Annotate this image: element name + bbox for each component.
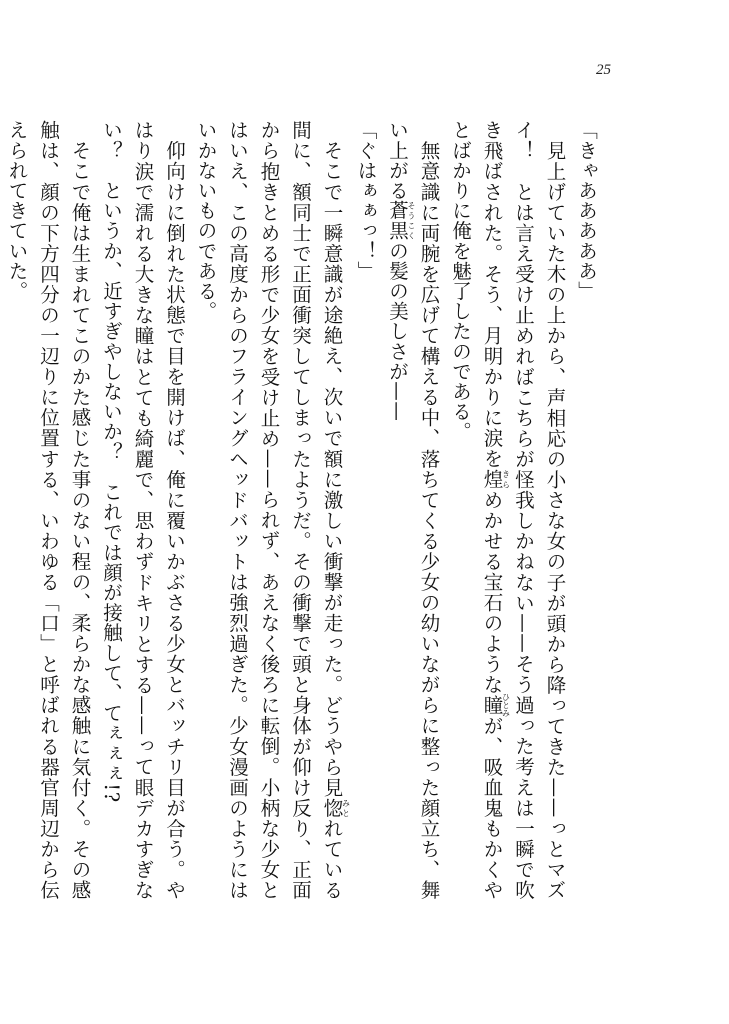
body-text [5,120,602,900]
ruby-reading: みと [341,797,351,818]
ruby-word [480,693,511,718]
ruby-word [386,200,416,241]
ruby-reading: ひとみ [501,693,511,718]
page-number: 25 [596,62,611,78]
ruby-base: 惚 [320,797,344,819]
text-run: れている間に、額同士で正面衝突してしまったようだ。その衝撃で頭と身体が仰け反り、正面から抱きとめる形で少女を受け止め——られず、あえなく後ろに転倒。小柄な少女とはいえ、この高度からのフライングヘッドバットは強烈過ぎた。少女漫画のようにはいかないものである。 [194,120,344,900]
text-run: そこで一瞬意識が途絶え、次いで額に激しい衝撃が走った。どうやら見 [320,120,344,798]
text-run: めかせる宝石のような [480,489,504,696]
paragraph [190,120,350,900]
text-run: そこで俺は生まれてこのかた感じた事のない程の、柔らかな感触に気付く。その感触は、顔の下方四分の一辺りに位置する、いわゆる「口」と呼ばれる器官周辺から伝えられてきていた。 [5,120,92,900]
ruby-reading: きら [501,469,511,490]
ruby-base: 瞳 [480,693,504,718]
text-run: 「きゃあああああ」 [575,120,598,301]
text-run: 無意識に両腕を広げて構える中、落ちてくる少女の幼いながらに整った顔立ち、舞い上がる [386,120,441,900]
text-run: 「ぐはぁぁっ！」 [354,120,378,281]
paragraph [1,120,96,900]
paragraph [571,120,603,900]
ruby-reading: そうこく [407,200,416,241]
ruby-base: 蒼黒 [386,200,409,241]
paragraph [96,120,191,900]
text-run: 仰向けに倒れた状態で目を開けば、俺に覆いかぶさる少女とバッチリ目が合う。やはり涙で濡れる大きな瞳はとても綺麗で、思わずドキリとする——って眼デカすぎない？ というか、近すぎやしないか？ これでは顔が接触して、てぇぇぇ!? [100,120,186,900]
text-run: が、吸血鬼もかくやとばかりに俺を魅了したのである。 [449,120,504,900]
paragraph [382,120,445,900]
ruby-word [480,469,511,490]
ruby-base: 煌 [480,469,504,490]
ruby-word [320,797,351,819]
text-run: の髪の美しさが—— [386,240,409,422]
text-run: 見上げていた木の上から、声相応の小さな女の子が頭から降ってきた——っとマズイ！ とは言え受け止めればこちらが怪我しかねない——そう過った考えは一瞬で吹き飛ばされた。そう、月明かりに涙を [480,120,567,900]
paragraph [350,120,382,900]
paragraph [445,120,571,900]
